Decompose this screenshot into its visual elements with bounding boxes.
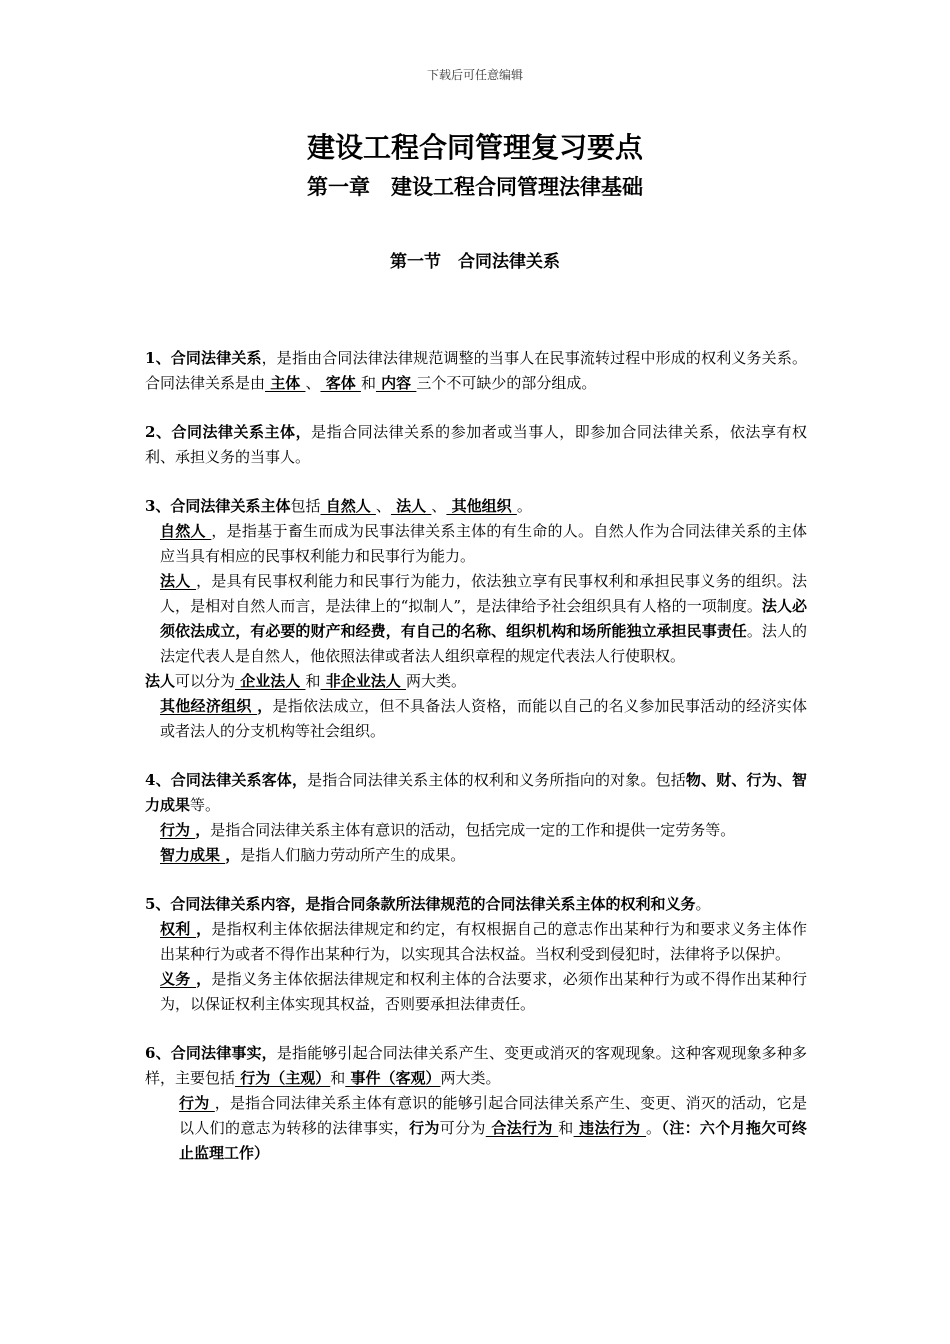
term: 3、合同法律关系主体: [145, 497, 291, 515]
term: 4、合同法律关系客体，: [145, 771, 308, 789]
paragraph-2: 2、合同法律关系主体，是指合同法律关系的参加者或当事人，即参加合同法律关系，依法享有权利、承担义务的当事人。: [145, 423, 807, 466]
keyword: 内容: [375, 374, 417, 392]
term: 1、合同法律关系: [145, 349, 262, 367]
keyword: 权利: [160, 920, 197, 938]
chapter-heading: 第一章 建设工程合同管理法律基础: [307, 174, 643, 199]
page-header: 下载后可任意编辑: [426, 68, 523, 82]
keyword: 智力成果: [160, 846, 226, 864]
keyword: 非企业法人: [320, 672, 406, 690]
document-body: [145, 346, 807, 1166]
section-heading: 第一节 合同法律关系: [390, 252, 560, 272]
document-title: 建设工程合同管理复习要点: [306, 131, 643, 164]
keyword: 主体: [265, 374, 306, 392]
paragraph-behavior: 行为 ，是指合同法律关系主体有意识的活动，包括完成一定的工作和提供一定劳务等。: [160, 821, 736, 839]
paragraph-5: 5、合同法律关系内容，是指合同条款所法律规范的合同法律关系主体的权利和义务。: [145, 895, 711, 913]
keyword: 其他经济组织: [160, 697, 258, 715]
paragraph-act: 行为 ，是指合同法律关系主体有意识的能够引起合同法律关系产生、变更、消灭的活动，它是以人们的意志为转移的法律事实，行为可分为 合法行为 和 违法行为 。（注：六个月拖欠可终止监理工作）: [179, 1094, 807, 1162]
term: 2、合同法律关系主体，: [145, 423, 312, 441]
paragraph-1: 1、合同法律关系，是指由合同法律法律规范调整的当事人在民事流转过程中形成的权利义务关系。合同法律关系是由 主体 、 客体 和 内容 三个不可缺少的部分组成。: [145, 349, 807, 392]
keyword: 违法行为: [573, 1119, 647, 1137]
keyword: 行为（主观）: [235, 1069, 331, 1087]
paragraph-4: 4、合同法律关系客体，是指合同法律关系主体的权利和义务所指向的对象。包括物、财、行为、智力成果等。: [145, 771, 807, 814]
paragraph-rights: 权利 ，是指权利主体依据法律规定和约定，有权根据自己的意志作出某种行为和要求义务主体作出某种行为或者不得作出某种行为，以实现其合法权益。当权利受到侵犯时，法律将予以保护。: [160, 920, 807, 963]
term: 6、合同法律事实，: [145, 1044, 277, 1062]
keyword: 客体: [320, 374, 361, 392]
paragraph-other-organization: 其他经济组织 ，是指依法成立，但不具备法人资格，而能以自己的名义参加民事活动的经济实体或者法人的分支机构等社会组织。: [160, 697, 807, 740]
paragraph-intellectual: 智力成果 ，是指人们脑力劳动所产生的成果。: [160, 846, 466, 864]
keyword: 法人: [390, 497, 432, 515]
keyword: 行为: [160, 821, 196, 839]
keyword: 自然人: [160, 522, 212, 540]
paragraph-legal-person: 法人 ，是具有民事权利能力和民事行为能力，依法独立享有民事权利和承担民事义务的组织。法人，是相对自然人而言，是法律上的“拟制人”，是法律给予社会组织具有人格的一项制度。法人必须依法成立，有必要的财产和经费，有自己的名称、组织机构和场所能独立承担民事责任。法人的法定代表人是自然人，他依照法律或者法人组织章程的规定代表法人行使职权。: [160, 572, 807, 665]
paragraph-legal-person-types: 法人可以分为 企业法人 和 非企业法人 两大类。: [145, 672, 466, 690]
keyword: 行为: [179, 1094, 215, 1112]
keyword: 义务: [160, 970, 197, 988]
paragraph-natural-person: 自然人 ，是指基于畜生而成为民事法律关系主体的有生命的人。自然人作为合同法律关系的主体应当具有相应的民事权利能力和民事行为能力。: [160, 522, 807, 565]
keyword: 法人: [160, 572, 197, 590]
keyword: 其他组织: [446, 497, 517, 515]
paragraph-obligations: 义务 ，是指义务主体依据法律规定和权利主体的合法要求，必须作出某种行为或不得作出某种行为，以保证权利主体实现其权益，否则要承担法律责任。: [160, 970, 807, 1013]
paragraph-6: 6、合同法律事实，是指能够引起合同法律关系产生、变更或消灭的客观现象。这种客观现象多种多样，主要包括 行为（主观）和 事件（客观）两大类。: [145, 1044, 807, 1087]
paragraph-3: 3、合同法律关系主体包括 自然人 、 法人 、 其他组织 。: [145, 497, 532, 515]
term: 5、合同法律关系内容，是指合同条款所法律规范的合同法律关系主体的权利和义务: [145, 895, 696, 913]
keyword: 自然人: [320, 497, 376, 515]
keyword: 企业法人: [235, 672, 306, 690]
keyword: 合法行为: [485, 1119, 559, 1137]
note: （注：六个月拖欠可终止监理工作）: [179, 1119, 807, 1162]
keyword: 事件（客观）: [345, 1069, 441, 1087]
